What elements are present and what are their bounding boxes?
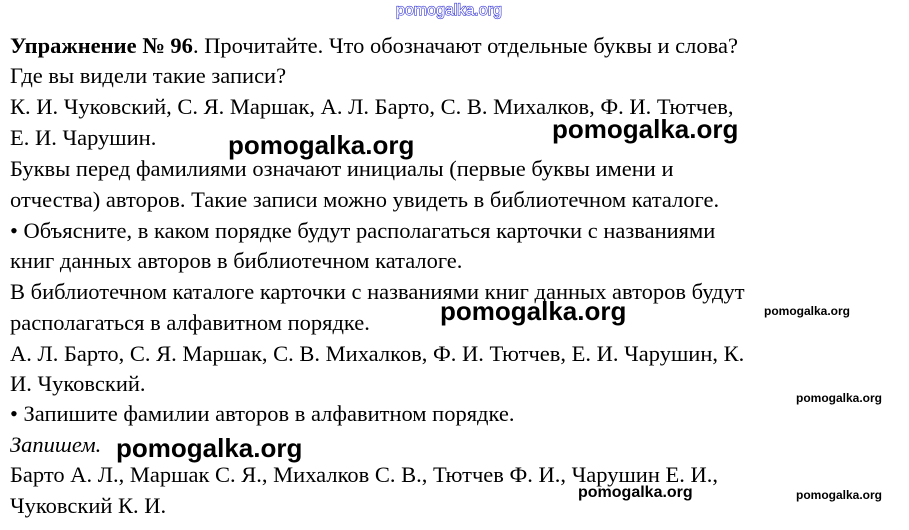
- written-line-1: Барто А. Л., Маршак С. Я., Михалков С. В., Тютчев Ф. И., Чарушин Е. И.,: [10, 462, 719, 487]
- names-line-2: Е. И. Чарушин.: [10, 125, 157, 150]
- written-label: Запишем.: [10, 432, 102, 457]
- answer2-line-1: В библиотечном каталоге карточки с названиями книг данных авторов будут: [10, 279, 745, 304]
- watermark-big-4: pomogalka.org: [116, 433, 303, 463]
- exercise-task-line2: Где вы видели такие записи?: [10, 63, 287, 88]
- watermark-big-3: pomogalka.org: [440, 296, 627, 326]
- answer1-line-1: Буквы перед фамилиями означают инициалы (первые буквы имени и: [10, 156, 674, 181]
- written-line-2: Чуковский К. И.: [10, 493, 167, 518]
- sorted-names-line-2: И. Чуковский.: [10, 371, 146, 396]
- answer2-line-2: располагаться в алфавитном порядке.: [10, 310, 370, 335]
- exercise-heading: [10, 31, 738, 61]
- watermark-top: pomogalka.org: [396, 2, 502, 19]
- exercise-title: Упражнение № 96: [10, 33, 193, 58]
- question2-line-2: книг данных авторов в библиотечном каталоге.: [10, 248, 463, 273]
- answer1-line-2: отчества) авторов. Такие записи можно увидеть в библиотечном каталоге.: [10, 187, 720, 212]
- watermark-small-4: pomogalka.org: [578, 484, 693, 501]
- watermark-small-2: pomogalka.org: [796, 391, 883, 405]
- sorted-names-line-1: А. Л. Барто, С. Я. Маршак, С. В. Михалков, Ф. И. Тютчев, Е. И. Чарушин, К.: [10, 341, 745, 366]
- watermark-big-1: pomogalka.org: [228, 130, 415, 160]
- names-line-1: К. И. Чуковский, С. Я. Маршак, А. Л. Барто, С. В. Михалков, Ф. И. Тютчев,: [10, 94, 734, 119]
- watermark-small-1: pomogalka.org: [764, 304, 851, 318]
- exercise-task: . Прочитайте. Что обозначают отдельные буквы и слова?: [192, 33, 738, 58]
- question3-line-1: • Запишите фамилии авторов в алфавитном порядке.: [10, 401, 515, 426]
- watermark-small-3: pomogalka.org: [796, 488, 883, 502]
- question2-line-1: • Объясните, в каком порядке будут располагаться карточки с названиями: [10, 218, 716, 243]
- watermark-big-2: pomogalka.org: [552, 114, 739, 144]
